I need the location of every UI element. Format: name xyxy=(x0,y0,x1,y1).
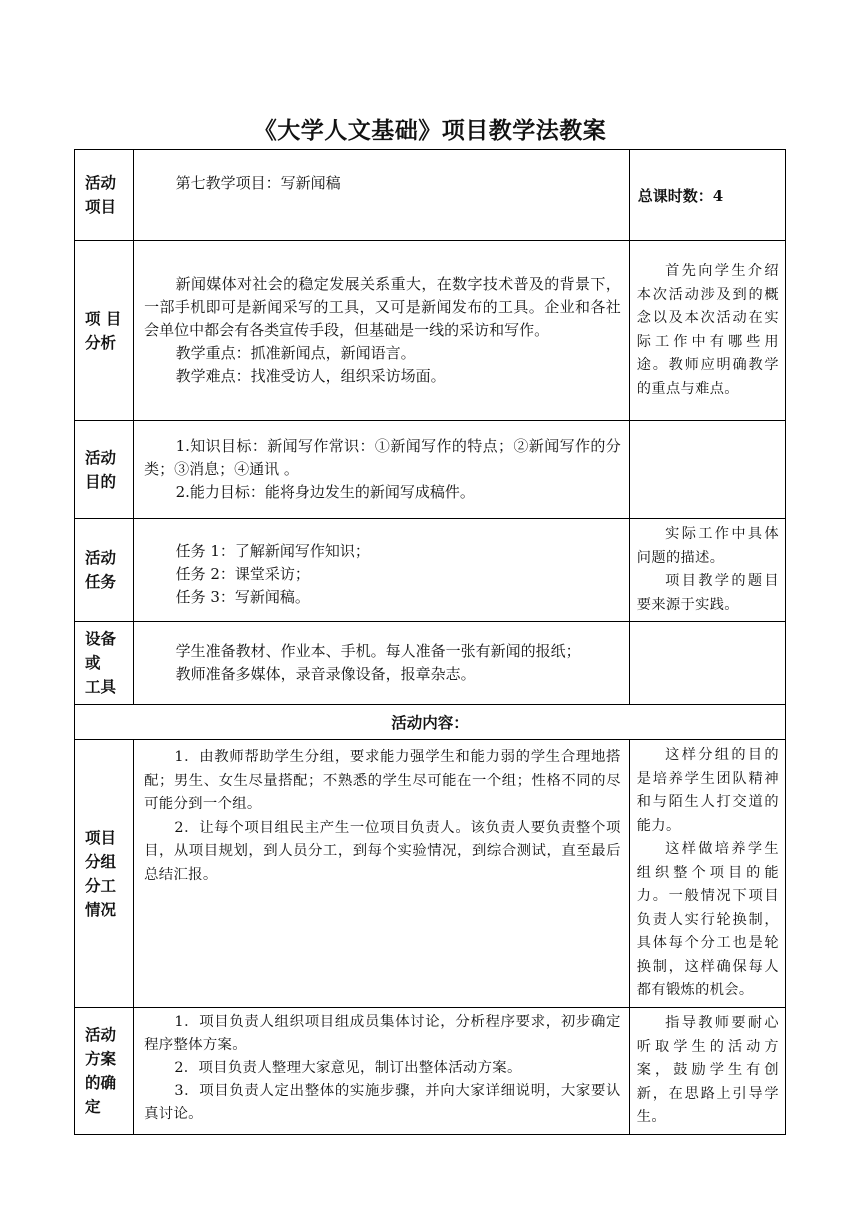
label-line: 定 xyxy=(85,1096,101,1116)
ability-goal: 2.能力目标：能将身边发生的新闻写成稿件。 xyxy=(175,483,475,501)
label-line: 情况 xyxy=(85,899,117,919)
task-item: 任务 3：写新闻稿。 xyxy=(175,587,310,606)
equipment-note xyxy=(629,622,785,705)
teacher-note: 指导教师要耐心听取学生的活动方案，鼓励学生有创新，在思路上引导学生。 xyxy=(636,1015,779,1125)
row-project-analysis xyxy=(75,241,786,421)
row-activity-project xyxy=(75,150,786,241)
label-line: 方案 xyxy=(85,1048,117,1068)
equipment-content xyxy=(134,622,630,705)
teacher-note: 项目教学的题目要来源于实践。 xyxy=(636,573,779,613)
label-activity-goal xyxy=(75,421,134,519)
activity-project-content xyxy=(134,150,630,241)
teacher-note: 这样做培养学生组织整个项目的能力。一般情况下项目负责人实行轮换制，具体每个分工也是轮换制，这样确保每人都有锻炼的机会。 xyxy=(636,841,779,998)
label-line: 活动 xyxy=(85,548,117,567)
grouping-content xyxy=(134,740,630,1008)
activity-task-note xyxy=(629,519,785,622)
plan-step: 2．项目负责人整理大家意见，制订出整体活动方案。 xyxy=(174,1060,522,1076)
teacher-note: 这样分组的目的是培养学生团队精神和与陌生人打交道的能力。 xyxy=(636,747,779,834)
plan-content xyxy=(134,1008,630,1135)
label-line: 活动 xyxy=(85,173,117,192)
label-line: 或 xyxy=(85,653,101,672)
label-line: 工具 xyxy=(85,677,117,696)
task-item: 任务 2：课堂采访； xyxy=(175,564,310,583)
row-activity-content-header xyxy=(75,705,786,740)
label-line: 设备 xyxy=(85,629,117,648)
teaching-focus: 教学重点：抓准新闻点，新闻语言。 xyxy=(175,344,416,362)
lesson-plan-table xyxy=(74,149,786,1135)
label-activity-task xyxy=(75,519,134,622)
activity-content-header: 活动内容： xyxy=(75,705,786,740)
label-grouping xyxy=(75,740,134,1008)
label-project-analysis xyxy=(75,241,134,421)
label-line: 任务 xyxy=(85,572,117,591)
label-line: 的确 xyxy=(85,1072,117,1092)
label-line: 分析 xyxy=(85,332,117,352)
label-line: 目的 xyxy=(85,471,117,491)
project-name: 第七教学项目：写新闻稿 xyxy=(175,174,341,192)
activity-goal-note xyxy=(629,421,785,519)
label-line: 活动 xyxy=(85,447,117,467)
label-activity-project xyxy=(75,150,134,241)
plan-step: 1．项目负责人组织项目组成员集体讨论，分析程序要求，初步确定程序整体方案。 xyxy=(144,1014,621,1053)
label-line: 项目 xyxy=(85,197,117,216)
grouping-step: 1．由教师帮助学生分组，要求能力强学生和能力弱的学生合理地搭配；男生、女生尽量搭配；不熟悉的学生尽可能在一个组；性格不同的尽可能分到一个组。 xyxy=(144,749,621,812)
row-activity-task xyxy=(75,519,786,622)
knowledge-goal: 1.知识目标：新闻写作常识：①新闻写作的特点；②新闻写作的分类；③消息；④通讯 。 xyxy=(144,437,621,478)
label-line: 分工 xyxy=(85,875,117,895)
project-analysis-note xyxy=(629,241,785,421)
label-line: 活动 xyxy=(85,1024,117,1044)
activity-task-content xyxy=(134,519,630,622)
teacher-note: 首先向学生介绍本次活动涉及到的概念以及本次活动在实际工作中有哪些用途。教师应明确教学的重点与难点。 xyxy=(636,263,779,397)
grouping-step: 2．让每个项目组民主产生一位项目负责人。该负责人要负责整个项目，从项目规划，到人员分工，到每个实验情况，到综合测试，直至最后总结汇报。 xyxy=(144,819,621,883)
row-equipment xyxy=(75,622,786,705)
label-plan xyxy=(75,1008,134,1135)
row-activity-goal xyxy=(75,421,786,519)
teacher-equipment: 教师准备多媒体，录音录像设备，报章杂志。 xyxy=(175,665,476,683)
plan-note xyxy=(629,1008,785,1135)
grouping-note xyxy=(629,740,785,1008)
total-hours: 总课时数：4 xyxy=(629,150,785,241)
plan-step: 3．项目负责人定出整体的实施步骤，并向大家详细说明，大家要认真讨论。 xyxy=(144,1083,621,1122)
teaching-difficulty: 教学难点：找准受访人，组织采访场面。 xyxy=(175,367,446,385)
row-grouping xyxy=(75,740,786,1008)
project-analysis-content xyxy=(134,241,630,421)
activity-goal-content xyxy=(134,421,630,519)
analysis-paragraph: 新闻媒体对社会的稳定发展关系重大，在数字技术普及的背景下，一部手机即可是新闻采写的工具，又可是新闻发布的工具。企业和各社会单位中都会有各类宣传手段，但基础是一线的采访和写作。 xyxy=(144,275,621,339)
label-line: 分组 xyxy=(85,851,117,871)
label-line: 项 目 xyxy=(85,308,122,328)
label-equipment xyxy=(75,622,134,705)
document-title: 《大学人文基础》项目教学法教案 xyxy=(253,117,607,144)
row-plan xyxy=(75,1008,786,1135)
task-item: 任务 1：了解新闻写作知识； xyxy=(175,541,370,560)
teacher-note: 实际工作中具体问题的描述。 xyxy=(636,526,779,566)
student-equipment: 学生准备教材、作业本、手机。每人准备一张有新闻的报纸； xyxy=(175,642,581,660)
label-line: 项目 xyxy=(85,827,117,847)
